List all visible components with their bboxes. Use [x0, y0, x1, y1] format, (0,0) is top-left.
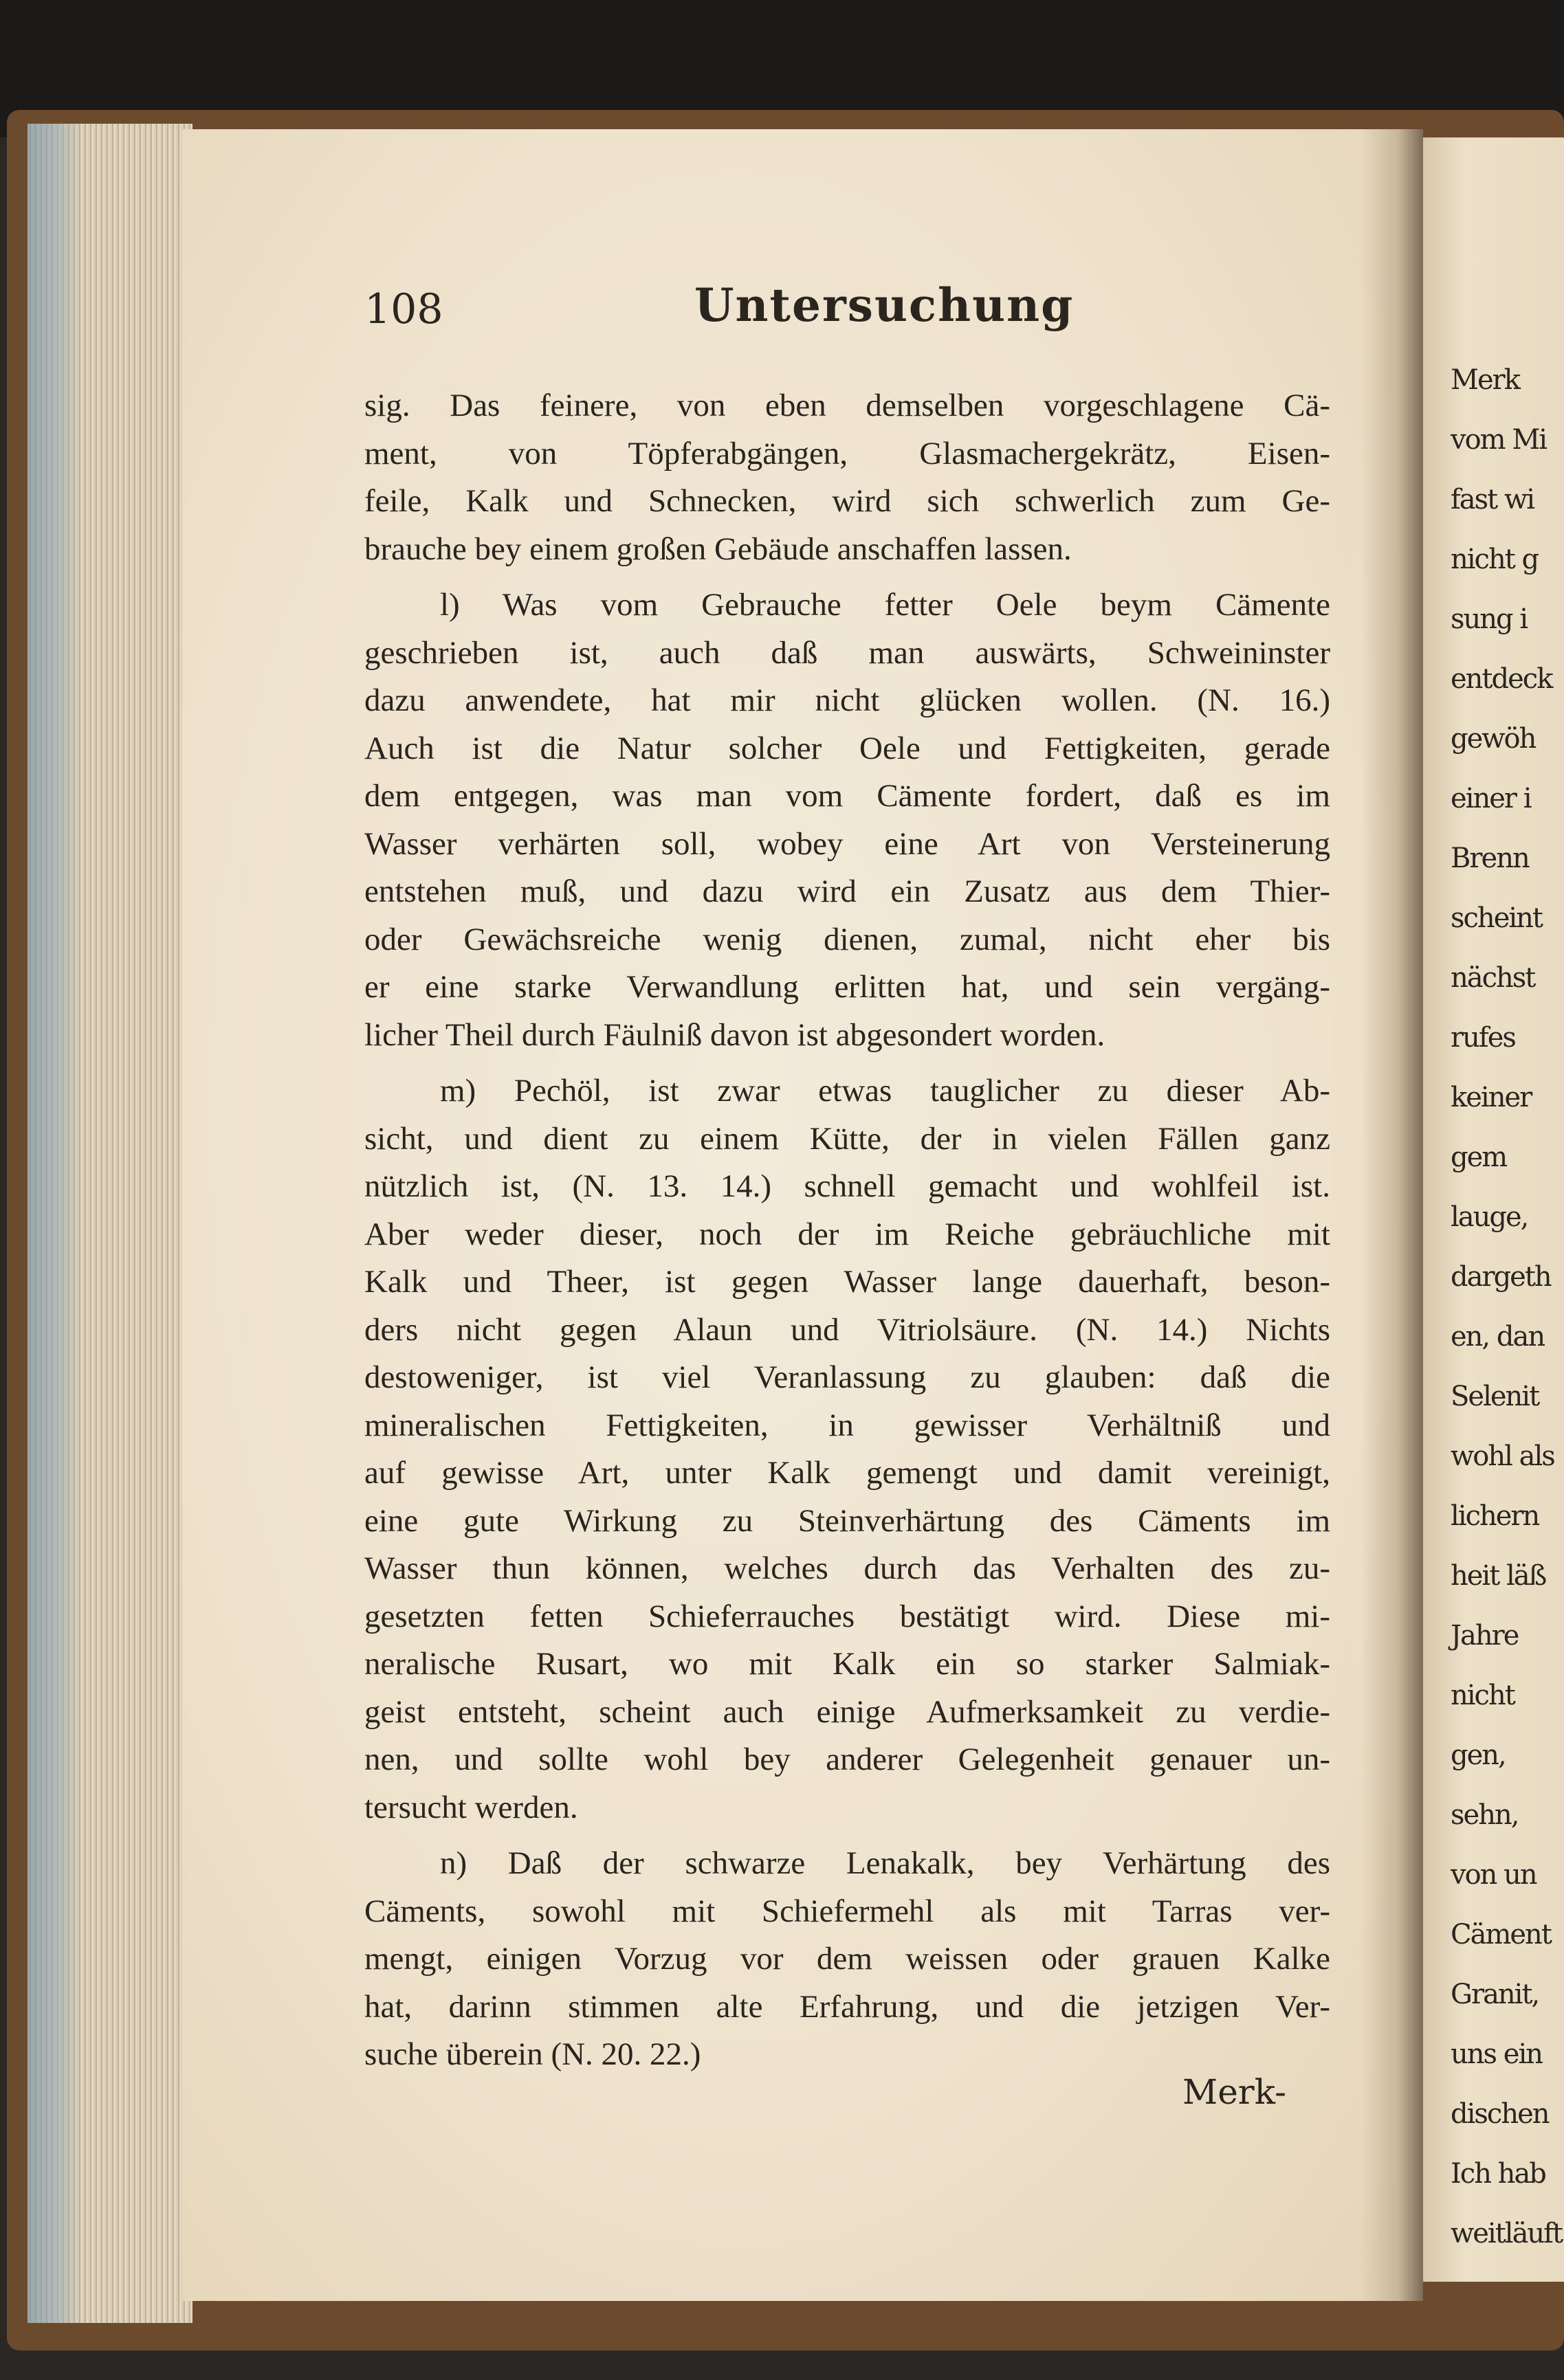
text-line: Wasser thun können, welches durch das Verhalten des zu- — [364, 1550, 1330, 1586]
facing-page-fragment: sehn, — [1451, 1799, 1519, 1831]
text-line: Aber weder dieser, noch der im Reiche gebräuchliche mit — [364, 1216, 1330, 1252]
facing-page — [1423, 137, 1564, 2282]
text-line: geschrieben ist, auch daß man auswärts, Schweininster — [364, 634, 1330, 671]
facing-page-fragment: gen, — [1451, 1739, 1506, 1771]
text-line: Auch ist die Natur solcher Oele und Fettigkeiten, gerade — [364, 730, 1330, 766]
catchword: Merk- — [1182, 2072, 1287, 2112]
text-line: l) Was vom Gebrauche fetter Oele beym Cämente — [440, 587, 1330, 623]
facing-page-fragment: nicht — [1451, 1680, 1515, 1711]
facing-page-fragment: nächst — [1451, 962, 1535, 994]
facing-page-fragment: Cäment — [1451, 1919, 1551, 1950]
facing-page-fragment: keiner — [1451, 1082, 1532, 1113]
text-line: ders nicht gegen Alaun und Vitriolsäure. (N. 14.) Nichts — [364, 1311, 1330, 1348]
facing-page-fragment: vom Mi — [1451, 424, 1547, 456]
text-line: tersucht werden. — [364, 1789, 578, 1825]
text-line: mengt, einigen Vorzug vor dem weissen oder grauen Kalke — [364, 1941, 1330, 1977]
text-line: brauche bey einem großen Gebäude anschaffen lassen. — [364, 531, 1072, 567]
text-line: ment, von Töpferabgängen, Glasmachergekrätz, Eisen- — [364, 435, 1330, 471]
facing-page-fragment: Ich hab — [1451, 2158, 1545, 2190]
facing-page-fragment: dargeth — [1451, 1261, 1551, 1293]
page-edge-tint — [27, 124, 82, 2323]
book-gutter — [1361, 129, 1423, 2301]
text-line: m) Pechöl, ist zwar etwas tauglicher zu dieser Ab- — [440, 1073, 1330, 1109]
facing-page-fragment: von un — [1451, 1859, 1537, 1891]
text-line: sig. Das feinere, von eben demselben vorgeschlagene Cä- — [364, 388, 1330, 423]
text-line: mineralischen Fettigkeiten, in gewisser Verhältniß und — [364, 1407, 1330, 1443]
facing-page-fragment: rufes — [1451, 1022, 1515, 1054]
text-line: Kalk und Theer, ist gegen Wasser lange dauerhaft, beson- — [364, 1264, 1330, 1300]
facing-page-fragment: en, dan — [1451, 1321, 1545, 1353]
text-line: nen, und sollte wohl bey anderer Gelegenheit genauer un- — [364, 1742, 1330, 1777]
text-line: Wasser verhärten soll, wobey eine Art von Versteinerung — [364, 825, 1330, 862]
page-number: 108 — [364, 285, 443, 333]
text-line: gesetzten fetten Schieferrauches bestätigt wird. Diese mi- — [364, 1598, 1330, 1634]
text-line: eine gute Wirkung zu Steinverhärtung des Cäments im — [364, 1502, 1330, 1539]
facing-page-fragment: wohl als — [1451, 1441, 1554, 1472]
text-line: entstehen muß, und dazu wird ein Zusatz aus dem Thier- — [364, 874, 1330, 909]
facing-page-fragment: sung i — [1451, 603, 1528, 635]
facing-page-fragment: gewöh — [1451, 723, 1536, 755]
facing-page-fragment: uns ein — [1451, 2038, 1542, 2070]
facing-page-fragment: Brenn — [1451, 843, 1529, 874]
text-line: dazu anwendete, hat mir nicht glücken wollen. (N. 16.) — [364, 682, 1330, 718]
facing-page-fragment: Merk — [1451, 364, 1519, 396]
facing-page-fragment: Granit, — [1451, 1979, 1539, 2010]
facing-page-fragment: Selenit — [1451, 1381, 1539, 1412]
running-title: Untersuchung — [694, 278, 1075, 332]
text-line: destoweniger, ist viel Veranlassung zu glauben: daß die — [364, 1359, 1330, 1395]
facing-page-fragment: lichern — [1451, 1500, 1539, 1532]
text-line: licher Theil durch Fäulniß davon ist abgesondert worden. — [364, 1016, 1105, 1053]
text-line: auf gewisse Art, unter Kalk gemengt und damit vereinigt, — [364, 1455, 1330, 1491]
facing-page-fragment: nicht g — [1451, 544, 1539, 575]
facing-page-fragment: lauge, — [1451, 1201, 1528, 1233]
text-line: dem entgegen, was man vom Cämente fordert, daß es im — [364, 778, 1330, 814]
text-line: sicht, und dient zu einem Kütte, der in vielen Fällen ganz — [364, 1120, 1330, 1157]
text-line: Cäments, sowohl mit Schiefermehl als mit Tarras ver- — [364, 1893, 1330, 1929]
facing-page-fragment: gem — [1451, 1142, 1507, 1173]
facing-page-fragment: heit läß — [1451, 1560, 1546, 1592]
facing-page-fragment: weitläuft — [1451, 2218, 1563, 2249]
text-line: neralische Rusart, wo mit Kalk ein so starker Salmiak- — [364, 1646, 1330, 1682]
text-line: oder Gewächsreiche wenig dienen, zumal, nicht eher bis — [364, 921, 1330, 957]
text-line: feile, Kalk und Schnecken, wird sich schwerlich zum Ge- — [364, 483, 1330, 519]
text-line: hat, darinn stimmen alte Erfahrung, und die jetzigen Ver- — [364, 1988, 1330, 2025]
facing-page-fragment: dischen — [1451, 2098, 1549, 2130]
text-line: nützlich ist, (N. 13. 14.) schnell gemacht und wohlfeil ist. — [364, 1168, 1330, 1204]
facing-page-fragment: entdeck — [1451, 663, 1552, 695]
facing-page-fragment: fast wi — [1451, 484, 1534, 515]
text-line: n) Daß der schwarze Lenakalk, bey Verhärtung des — [440, 1845, 1330, 1881]
facing-page-fragment: Jahre — [1451, 1620, 1519, 1651]
text-line: suche überein (N. 20. 22.) — [364, 2036, 701, 2072]
text-line: er eine starke Verwandlung erlitten hat, und sein vergäng- — [364, 969, 1330, 1005]
facing-page-fragment: scheint — [1451, 902, 1542, 934]
facing-page-fragment: einer i — [1451, 783, 1531, 814]
text-line: geist entsteht, scheint auch einige Aufmerksamkeit zu verdie- — [364, 1693, 1330, 1730]
